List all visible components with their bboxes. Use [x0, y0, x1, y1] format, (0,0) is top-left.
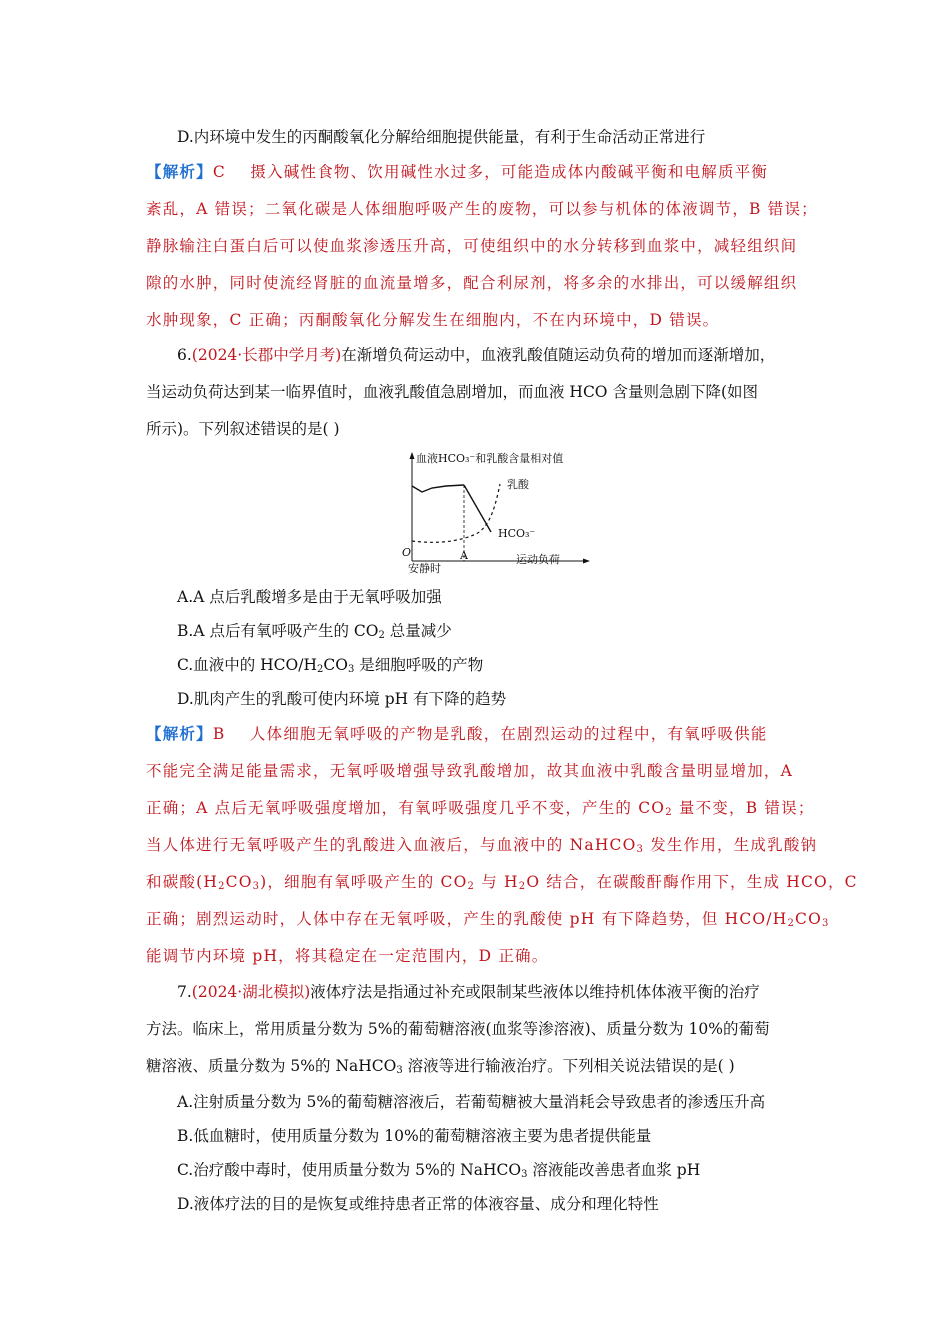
q5-option-d: D.内环境中发生的丙酮酸氧化分解给细胞提供能量，有利于生命活动正常进行 [177, 128, 706, 146]
q6-analysis-line-4 [146, 835, 817, 855]
q6-stem-line-2: 当运动负荷达到某一临界值时，血液乳酸值急剧增加，而血液 HCO 含量则急剧下降(如图 [146, 383, 758, 401]
q6-option-a: A.A 点后乳酸增多是由于无氧呼吸加强 [177, 588, 442, 606]
q6-option-c [177, 655, 483, 675]
q6-analysis-line-1 [146, 724, 768, 744]
subscript: 2 [218, 881, 226, 892]
text: 发生作用，生成乳酸钠 [644, 836, 818, 854]
q6-stem-text: 在渐增负荷运动中，血液乳酸值随运动负荷的增加而逐渐增加， [341, 346, 776, 364]
rest-label: 安静时 [408, 562, 441, 574]
analysis-tag: 【解析】 [146, 162, 213, 181]
analysis-text: 人体细胞无氧呼吸的产物是乳酸，在剧烈运动的过程中，有氧呼吸供能 [249, 725, 768, 743]
q6-stem-line-1 [177, 345, 775, 365]
q7-stem-line-1 [177, 982, 760, 1002]
lactate-label: 乳酸 [507, 478, 529, 491]
text: O 结合，在碳酸酐酶作用下，生成 HCO，C [526, 873, 858, 891]
text: B.A 点后有氧呼吸产生的 CO [177, 622, 379, 640]
origin-label: O [402, 546, 412, 559]
text: CO [225, 873, 253, 891]
q6-analysis-line-7: 能调节内环境 pH，将其稳定在一定范围内，D 正确。 [146, 947, 549, 965]
q6-analysis-line-3 [146, 798, 815, 818]
y-axis-arrow [410, 452, 415, 459]
subscript: 3 [396, 1065, 403, 1076]
q6-source: (2024·长郡中学月考) [191, 346, 342, 364]
text: 是细胞呼吸的产物 [354, 656, 484, 674]
q6-analysis-line-5 [146, 872, 858, 892]
text: C.血液中的 HCO/H [177, 656, 317, 674]
q7-stem-line-3 [146, 1056, 735, 1076]
q7-option-a: A.注射质量分数为 5%的葡萄糖溶液后，若葡萄糖被大量消耗会导致患者的渗透压升高 [177, 1093, 766, 1111]
q7-source: (2024·湖北模拟) [191, 983, 311, 1001]
q6-option-b [177, 621, 452, 641]
analysis-text: 摄入碱性食物、饮用碱性水过多，可能造成体内酸碱平衡和电解质平衡 [250, 163, 769, 181]
text: C.治疗酸中毒时，使用质量分数为 5%的 NaHCO [177, 1161, 522, 1179]
q5-analysis-line-5: 水肿现象，C 正确；丙酮酸氧化分解发生在细胞内，不在内环境中，D 错误。 [146, 311, 720, 329]
q5-analysis-line-4: 隙的水肿，同时使流经肾脏的血流量增多，配合利尿剂，将多余的水排出，可以缓解组织 [146, 274, 798, 292]
lactate-curve [412, 484, 500, 542]
q6-number: 6. [177, 346, 192, 364]
subscript: 2 [467, 881, 476, 892]
hco3-label: HCO₃⁻ [498, 527, 536, 540]
y-axis-label: 血液HCO₃⁻和乳酸含量相对值 [416, 452, 564, 465]
x-axis-label: 运动负荷 [516, 553, 560, 566]
q5-analysis-line-3: 静脉输注白蛋白后可以使血浆渗透压升高，可使组织中的水分转移到血浆中，减轻组织间 [146, 237, 798, 255]
q6-stem-line-3: 所示)。下列叙述错误的是( ) [146, 420, 340, 438]
q7-stem-line-2: 方法。临床上，常用质量分数为 5%的葡萄糖溶液(血浆等渗溶液)、质量分数为 10%的葡萄 [146, 1020, 770, 1038]
subscript: 3 [821, 918, 830, 929]
q7-option-c [177, 1160, 700, 1180]
q7-stem-text: 液体疗法是指通过补充或限制某些液体以维持机体体液平衡的治疗 [310, 983, 760, 1001]
analysis-answer: C [212, 163, 226, 181]
subscript: 2 [787, 918, 796, 929]
subscript: 3 [636, 844, 645, 855]
q6-option-d: D.肌肉产生的乳酸可使内环境 pH 有下降的趋势 [177, 690, 507, 708]
x-axis-arrow [583, 559, 590, 564]
analysis-answer: B [212, 725, 226, 743]
q5-analysis-line-2: 紊乱，A 错误；二氧化碳是人体细胞呼吸产生的废物，可以参与机体的体液调节，B 错误； [146, 200, 818, 218]
q7-number: 7. [177, 983, 192, 1001]
q6-analysis-line-6 [146, 909, 830, 929]
q6-analysis-line-2: 不能完全满足能量需求，无氧呼吸增强导致乳酸增加，故其血液中乳酸含量明显增加，A [146, 762, 793, 780]
subscript: 2 [317, 664, 324, 675]
text: )，细胞有氧呼吸产生的 CO [260, 873, 468, 891]
q7-option-b: B.低血糖时，使用质量分数为 10%的葡萄糖溶液主要为患者提供能量 [177, 1127, 652, 1145]
text: 溶液等进行输液治疗。下列相关说法错误的是( ) [402, 1057, 735, 1075]
q6-figure [396, 448, 596, 574]
text: CO [795, 910, 822, 928]
text: 量不变，B 错误； [672, 799, 815, 817]
q5-analysis-line-1 [146, 162, 768, 182]
text: 总量减少 [384, 622, 452, 640]
q7-option-d: D.液体疗法的目的是恢复或维持患者正常的体液容量、成分和理化特性 [177, 1195, 659, 1213]
subscript: 3 [252, 881, 261, 892]
subscript: 2 [665, 807, 673, 818]
text: CO [323, 656, 348, 674]
subscript: 2 [378, 630, 385, 641]
hco3-curve-drop [464, 485, 491, 532]
analysis-tag: 【解析】 [146, 724, 213, 743]
text: 当人体进行无氧呼吸产生的乳酸进入血液后，与血液中的 NaHCO [146, 836, 637, 854]
text: 溶液能改善患者血浆 pH [527, 1161, 701, 1179]
text: 正确；A 点后无氧呼吸强度增加，有氧呼吸强度几乎不变，产生的 CO [146, 799, 666, 817]
point-a-label: A [460, 549, 468, 562]
subscript: 3 [521, 1169, 528, 1180]
subscript: 2 [518, 881, 527, 892]
text: 糖溶液、质量分数为 5%的 NaHCO [146, 1057, 397, 1075]
text: 与 H [475, 873, 519, 891]
subscript: 3 [347, 664, 355, 675]
text: 正确；剧烈运动时，人体中存在无氧呼吸，产生的乳酸使 pH 有下降趋势，但 HCO/H [146, 910, 788, 928]
hco3-curve-flat [412, 485, 464, 492]
text: 和碳酸(H [146, 873, 219, 891]
